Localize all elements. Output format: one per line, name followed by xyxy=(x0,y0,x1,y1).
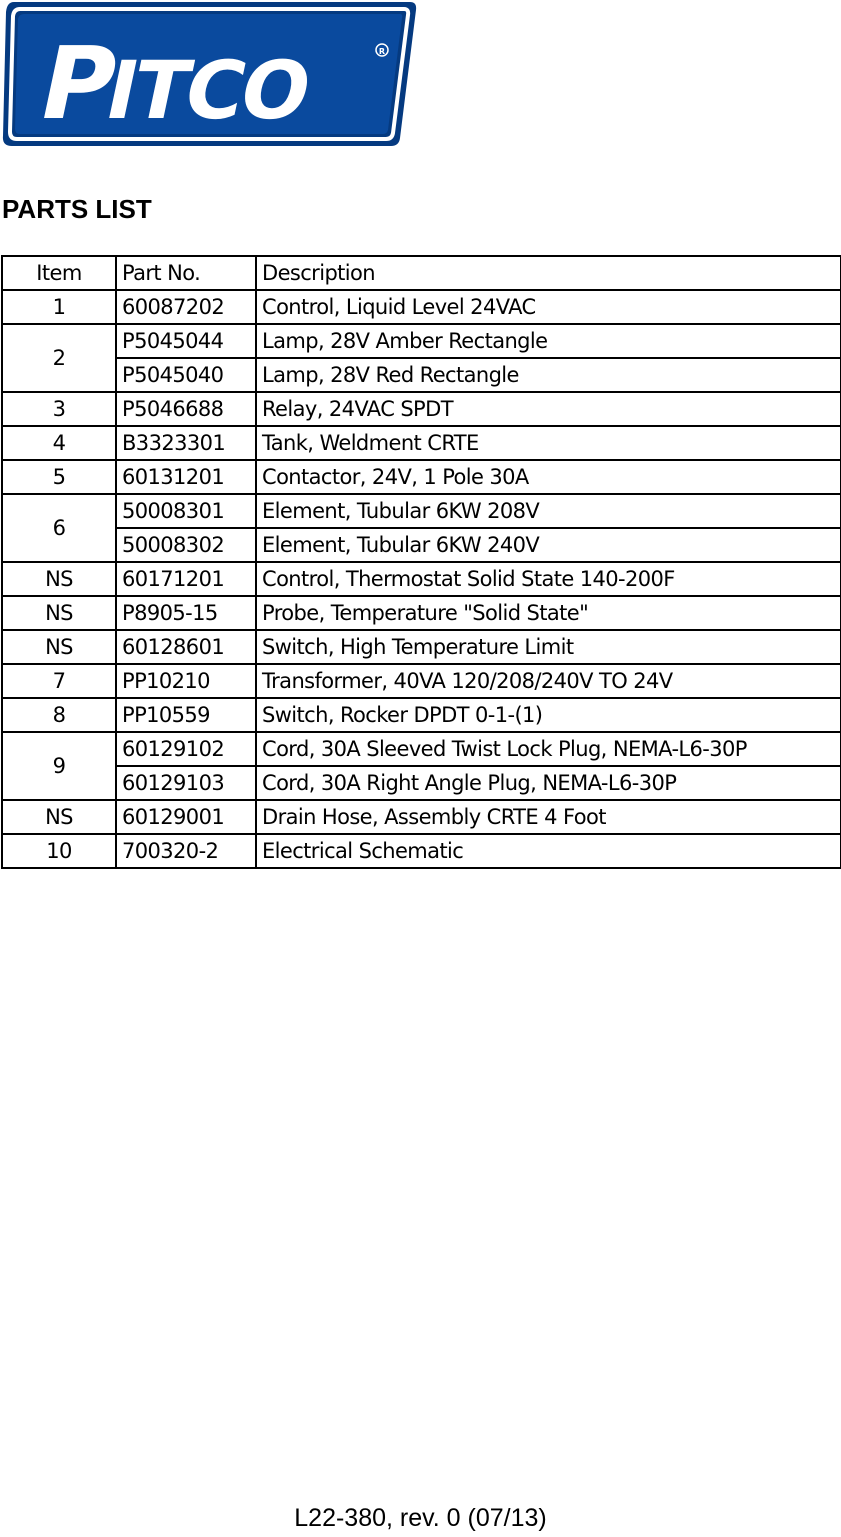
description-cell: Lamp, 28V Red Rectangle xyxy=(256,358,841,392)
part-no-cell: P5045044 xyxy=(116,324,256,358)
table-row xyxy=(2,596,841,630)
description-cell: Lamp, 28V Amber Rectangle xyxy=(256,324,841,358)
header-item: Item xyxy=(2,256,116,290)
part-no-cell: PP10210 xyxy=(116,664,256,698)
item-cell: NS xyxy=(2,630,116,664)
part-no-cell: P5045040 xyxy=(116,358,256,392)
item-cell: 6 xyxy=(2,494,116,562)
table-row xyxy=(2,392,841,426)
description-cell: Switch, Rocker DPDT 0-1-(1) xyxy=(256,698,841,732)
table-row xyxy=(2,528,841,562)
description-cell: Probe, Temperature "Solid State" xyxy=(256,596,841,630)
table-row xyxy=(2,630,841,664)
item-cell: 8 xyxy=(2,698,116,732)
part-no-cell: 50008302 xyxy=(116,528,256,562)
part-no-cell: P5046688 xyxy=(116,392,256,426)
description-cell: Control, Liquid Level 24VAC xyxy=(256,290,841,324)
table-row xyxy=(2,800,841,834)
table-row xyxy=(2,562,841,596)
description-cell: Cord, 30A Sleeved Twist Lock Plug, NEMA-L6-30P xyxy=(256,732,841,766)
table-row xyxy=(2,358,841,392)
description-cell: Electrical Schematic xyxy=(256,834,841,868)
part-no-cell: 60129103 xyxy=(116,766,256,800)
item-cell: 10 xyxy=(2,834,116,868)
pitco-logo xyxy=(0,0,418,148)
description-cell: Element, Tubular 6KW 208V xyxy=(256,494,841,528)
item-cell: 4 xyxy=(2,426,116,460)
table-row xyxy=(2,698,841,732)
svg-text:P: P xyxy=(29,25,124,142)
item-cell: NS xyxy=(2,596,116,630)
part-no-cell: 60171201 xyxy=(116,562,256,596)
item-cell: 7 xyxy=(2,664,116,698)
description-cell: Tank, Weldment CRTE xyxy=(256,426,841,460)
part-no-cell: 700320-2 xyxy=(116,834,256,868)
svg-text:ITCO: ITCO xyxy=(97,44,317,138)
description-cell: Switch, High Temperature Limit xyxy=(256,630,841,664)
part-no-cell: 60131201 xyxy=(116,460,256,494)
item-cell: 3 xyxy=(2,392,116,426)
description-cell: Control, Thermostat Solid State 140-200F xyxy=(256,562,841,596)
description-cell: Relay, 24VAC SPDT xyxy=(256,392,841,426)
header-description: Description xyxy=(256,256,841,290)
table-row xyxy=(2,426,841,460)
part-no-cell: 60087202 xyxy=(116,290,256,324)
header-part-no: Part No. xyxy=(116,256,256,290)
table-header-row xyxy=(2,256,841,290)
item-cell: 2 xyxy=(2,324,116,392)
part-no-cell: P8905-15 xyxy=(116,596,256,630)
item-cell: NS xyxy=(2,562,116,596)
description-cell: Cord, 30A Right Angle Plug, NEMA-L6-30P xyxy=(256,766,841,800)
table-row xyxy=(2,324,841,358)
svg-text:R: R xyxy=(378,47,386,56)
item-cell: NS xyxy=(2,800,116,834)
table-row xyxy=(2,834,841,868)
part-no-cell: B3323301 xyxy=(116,426,256,460)
description-cell: Contactor, 24V, 1 Pole 30A xyxy=(256,460,841,494)
table-row xyxy=(2,732,841,766)
parts-table xyxy=(1,255,841,869)
part-no-cell: 50008301 xyxy=(116,494,256,528)
part-no-cell: PP10559 xyxy=(116,698,256,732)
table-row xyxy=(2,664,841,698)
table-row xyxy=(2,460,841,494)
item-cell: 1 xyxy=(2,290,116,324)
table-row xyxy=(2,766,841,800)
part-no-cell: 60128601 xyxy=(116,630,256,664)
item-cell: 5 xyxy=(2,460,116,494)
description-cell: Drain Hose, Assembly CRTE 4 Foot xyxy=(256,800,841,834)
table-row xyxy=(2,290,841,324)
part-no-cell: 60129001 xyxy=(116,800,256,834)
description-cell: Element, Tubular 6KW 240V xyxy=(256,528,841,562)
page-title: PARTS LIST xyxy=(2,194,152,224)
item-cell: 9 xyxy=(2,732,116,800)
part-no-cell: 60129102 xyxy=(116,732,256,766)
description-cell: Transformer, 40VA 120/208/240V TO 24V xyxy=(256,664,841,698)
table-row xyxy=(2,494,841,528)
document-number-footer: L22-380, rev. 0 (07/13) xyxy=(294,1504,547,1532)
